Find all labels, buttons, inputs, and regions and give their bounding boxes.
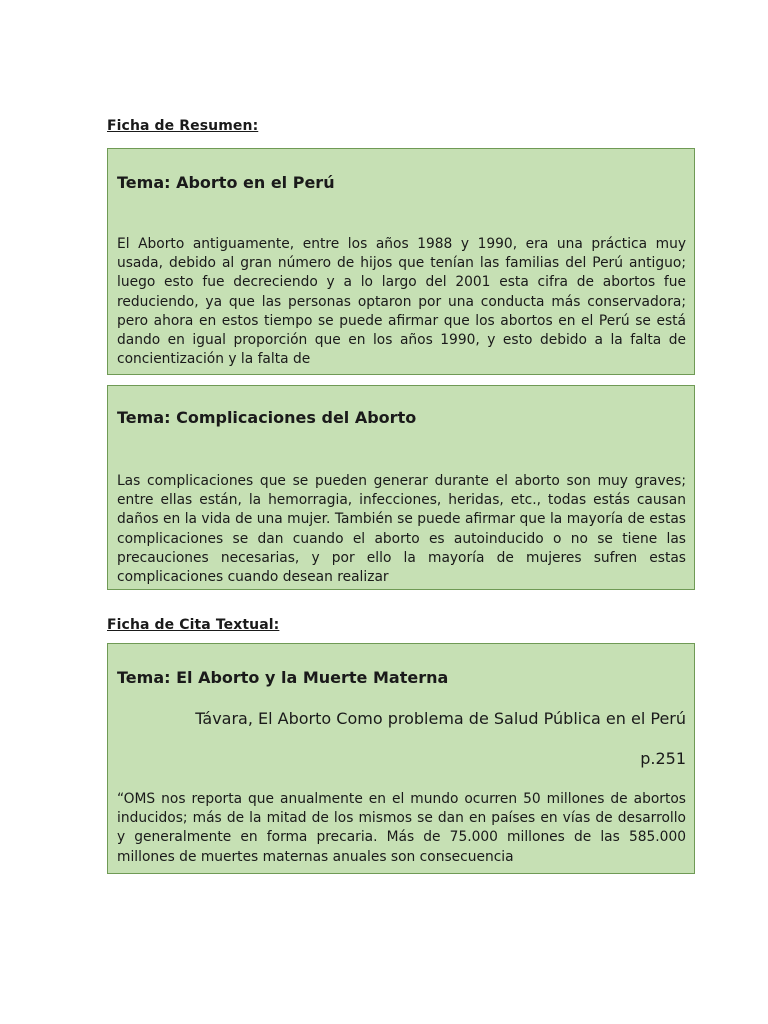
- resumen-card-aborto-peru: [107, 148, 695, 375]
- resumen-heading: Ficha de Resumen:: [107, 118, 259, 134]
- card-title: Tema: Complicaciones del Aborto: [117, 408, 417, 427]
- card-body: Las complicaciones que se pueden generar durante el aborto son muy graves; entre ellas están, la hemorragia, infecciones, heridas, etc., todas estás causan daños en la vida de una mujer. También se puede afirmar que la mayoría de estas complicaciones se dan cuando el aborto es autoinducido o no se tiene las precauciones necesarias, y por ello la mayoría de mujeres sufren estas complicaciones cuando desean realizar: [117, 473, 686, 586]
- cita-heading: Ficha de Cita Textual:: [107, 617, 280, 633]
- card-title: Tema: El Aborto y la Muerte Materna: [117, 668, 449, 687]
- card-body: El Aborto antiguamente, entre los años 1988 y 1990, era una práctica muy usada, debido al gran número de hijos que tenían las familias del Perú antiguo; luego esto fue decreciendo y a lo largo del 2001 esta cifra de abortos fue reduciendo, ya que las personas optaron por una conducta más conservadora; pero ahora en estos tiempo se puede afirmar que los abortos en el Perú se está dando en igual proporción que en los años 1990, y esto debido a la falta de concientización y la falta de: [117, 236, 686, 368]
- card-body: “OMS nos reporta que anualmente en el mundo ocurren 50 millones de abortos inducidos; más de la mitad de los mismos se dan en países en vías de desarrollo y generalmente en forma precaria. Más de 75.000 millones de las 585.000 millones de muertes maternas anuales son consecuencia: [117, 791, 686, 865]
- resumen-card-complicaciones: [107, 385, 695, 590]
- card-title: Tema: Aborto en el Perú: [117, 173, 335, 192]
- citation-page: p.251: [640, 749, 686, 768]
- citation-source: Távara, El Aborto Como problema de Salud Pública en el Perú: [195, 709, 686, 728]
- cita-card-muerte-materna: [107, 643, 695, 874]
